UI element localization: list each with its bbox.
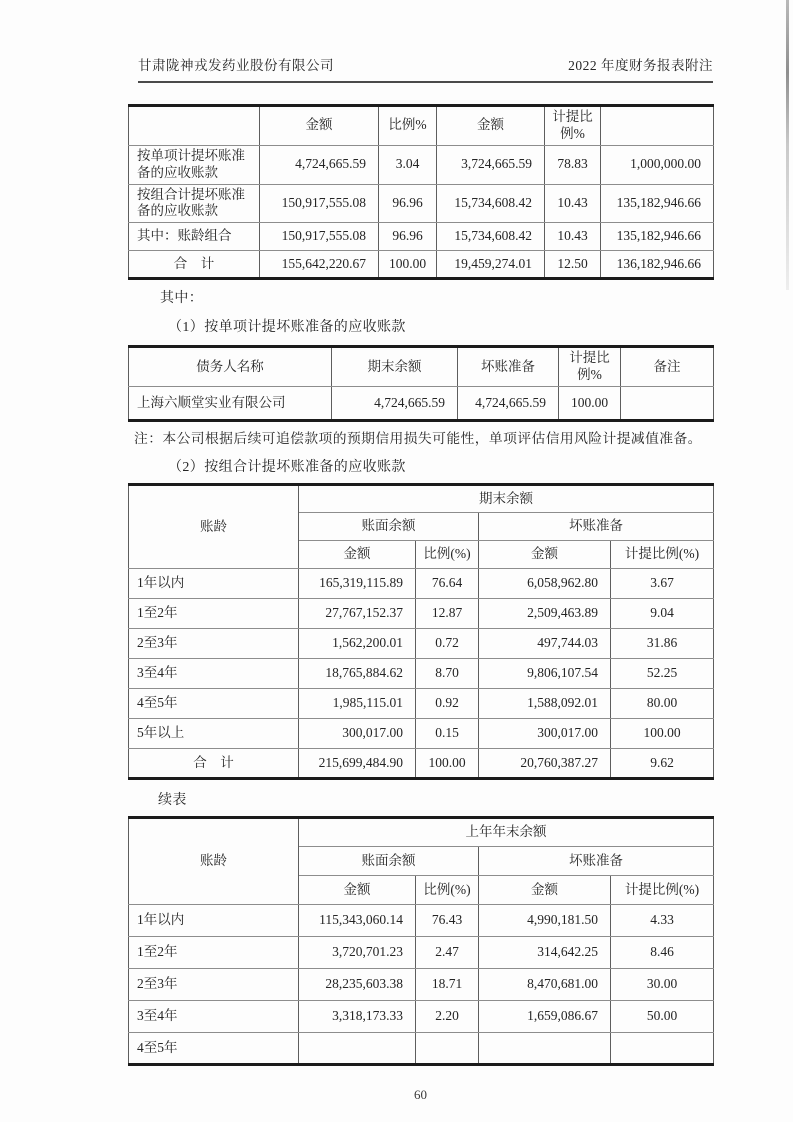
table-cell: 9,806,107.54 — [479, 659, 611, 689]
amount-header: 金额 — [260, 106, 379, 146]
table-cell: 2.20 — [416, 1001, 479, 1033]
ratio-header: 比例(%) — [416, 876, 479, 905]
table-cell: 0.92 — [416, 689, 479, 719]
table-cell: 3至4年 — [129, 659, 299, 689]
total-cell: 155,642,220.67 — [260, 251, 379, 279]
page-number: 60 — [414, 1087, 427, 1102]
table-cell: 2至3年 — [129, 629, 299, 659]
provision-ratio-header: 计提比例% — [545, 106, 601, 146]
aging-ending-balance-table — [128, 483, 714, 780]
continued-table-label: 续表 — [158, 793, 187, 808]
table-header-row — [129, 485, 714, 513]
table-row — [129, 1001, 714, 1033]
table-cell: 4,990,181.50 — [479, 905, 611, 937]
total-row — [129, 251, 714, 279]
total-cell: 19,459,274.01 — [437, 251, 545, 279]
table-cell: 1年以内 — [129, 905, 299, 937]
total-label: 合 计 — [129, 749, 299, 779]
table-cell: 上海六顺堂实业有限公司 — [129, 387, 332, 421]
table-cell: 80.00 — [611, 689, 714, 719]
table-cell: 1,000,000.00 — [601, 145, 714, 184]
table-cell — [479, 1033, 611, 1065]
table-cell: 9.04 — [611, 599, 714, 629]
table-cell: 4.33 — [611, 905, 714, 937]
table-cell: 76.43 — [416, 905, 479, 937]
total-cell: 20,760,387.27 — [479, 749, 611, 779]
table-cell: 100.00 — [559, 387, 621, 421]
table-cell — [299, 1033, 416, 1065]
table-cell: 3至4年 — [129, 1001, 299, 1033]
ratio-header: 比例(%) — [416, 541, 479, 569]
footnote: 注：本公司根据后续可追偿款项的预期信用损失可能性，单项评估信用风险计提减值准备。 — [134, 431, 702, 446]
prior-year-balance-group-header: 上年年末余额 — [299, 818, 714, 847]
table-cell: 1至2年 — [129, 599, 299, 629]
table-row — [129, 599, 714, 629]
table-cell: 150,917,555.08 — [260, 223, 379, 251]
amount-header: 金额 — [437, 106, 545, 146]
table-row — [129, 387, 714, 421]
amount-header: 金额 — [479, 876, 611, 905]
table-cell: 300,017.00 — [299, 719, 416, 749]
table-header-row — [129, 106, 714, 146]
table-cell: 135,182,946.66 — [601, 223, 714, 251]
aging-prior-year-balance-table — [128, 816, 714, 1066]
table-cell: 300,017.00 — [479, 719, 611, 749]
table-cell: 3,724,665.59 — [437, 145, 545, 184]
table-cell: 50.00 — [611, 1001, 714, 1033]
table-cell: 3.04 — [379, 145, 437, 184]
table-cell: 其中：账龄组合 — [129, 223, 260, 251]
table-row — [129, 689, 714, 719]
table-cell: 15,734,608.42 — [437, 184, 545, 223]
table-cell: 28,235,603.38 — [299, 969, 416, 1001]
table-cell: 497,744.03 — [479, 629, 611, 659]
empty-header-cell — [129, 106, 260, 146]
aging-header: 账龄 — [129, 485, 299, 569]
table-cell: 1,985,115.01 — [299, 689, 416, 719]
table-header-row — [129, 818, 714, 847]
table-cell: 15,734,608.42 — [437, 223, 545, 251]
total-cell: 136,182,946.66 — [601, 251, 714, 279]
table-cell: 2至3年 — [129, 969, 299, 1001]
table-cell: 165,319,115.89 — [299, 569, 416, 599]
amount-header: 金额 — [299, 876, 416, 905]
table-row — [129, 184, 714, 223]
table-cell: 4,724,665.59 — [332, 387, 458, 421]
total-cell: 100.00 — [379, 251, 437, 279]
bad-debt-provision-header: 坏账准备 — [479, 847, 714, 876]
table-row — [129, 937, 714, 969]
table-cell: 314,642.25 — [479, 937, 611, 969]
scan-edge-artifact — [786, 0, 789, 290]
table-cell: 30.00 — [611, 969, 714, 1001]
table-cell: 10.43 — [545, 223, 601, 251]
report-title: 2022 年度财务报表附注 — [568, 58, 713, 73]
table-cell: 4,724,665.59 — [260, 145, 379, 184]
table-cell: 2,509,463.89 — [479, 599, 611, 629]
table-cell: 按组合计提坏账准备的应收账款 — [129, 184, 260, 223]
table-cell: 6,058,962.80 — [479, 569, 611, 599]
table-cell: 4,724,665.59 — [458, 387, 559, 421]
table-row — [129, 629, 714, 659]
total-row — [129, 749, 714, 779]
table-cell: 1至2年 — [129, 937, 299, 969]
provision-ratio-header: 计提比例(%) — [611, 876, 714, 905]
table-cell: 76.64 — [416, 569, 479, 599]
total-label: 合 计 — [129, 251, 260, 279]
provision-ratio-header: 计提比例% — [559, 347, 621, 387]
table-cell: 3,318,173.33 — [299, 1001, 416, 1033]
table-cell: 18.71 — [416, 969, 479, 1001]
table-cell: 96.96 — [379, 184, 437, 223]
table-cell: 0.72 — [416, 629, 479, 659]
ratio-header: 比例% — [379, 106, 437, 146]
table-cell: 31.86 — [611, 629, 714, 659]
table-row — [129, 905, 714, 937]
table-cell: 135,182,946.66 — [601, 184, 714, 223]
table-cell: 100.00 — [611, 719, 714, 749]
book-balance-header: 账面余额 — [299, 847, 479, 876]
bad-debt-provision-header: 坏账准备 — [479, 513, 714, 541]
table-cell: 10.43 — [545, 184, 601, 223]
table-row — [129, 223, 714, 251]
debtor-name-header: 债务人名称 — [129, 347, 332, 387]
table-row — [129, 145, 714, 184]
table-row — [129, 719, 714, 749]
table-cell: 8.70 — [416, 659, 479, 689]
table-cell: 12.87 — [416, 599, 479, 629]
table-cell: 5年以上 — [129, 719, 299, 749]
amount-header: 金额 — [299, 541, 416, 569]
table-cell: 3.67 — [611, 569, 714, 599]
table-cell: 27,767,152.37 — [299, 599, 416, 629]
table-cell — [416, 1033, 479, 1065]
total-cell: 9.62 — [611, 749, 714, 779]
table-cell: 96.96 — [379, 223, 437, 251]
table-cell: 8.46 — [611, 937, 714, 969]
table-cell: 115,343,060.14 — [299, 905, 416, 937]
table-header-row — [129, 347, 714, 387]
table-cell — [621, 387, 714, 421]
table-cell: 1,588,092.01 — [479, 689, 611, 719]
bad-debt-provision-header: 坏账准备 — [458, 347, 559, 387]
book-balance-header: 账面余额 — [299, 513, 479, 541]
total-cell: 100.00 — [416, 749, 479, 779]
ending-balance-group-header: 期末余额 — [299, 485, 714, 513]
individual-provision-table — [128, 345, 714, 422]
table-cell: 3,720,701.23 — [299, 937, 416, 969]
table-cell: 1,659,086.67 — [479, 1001, 611, 1033]
empty-header-cell — [601, 106, 714, 146]
table-row — [129, 969, 714, 1001]
table-cell: 1,562,200.01 — [299, 629, 416, 659]
table-row — [129, 569, 714, 599]
table-cell: 0.15 — [416, 719, 479, 749]
table-cell: 4至5年 — [129, 1033, 299, 1065]
table-cell — [611, 1033, 714, 1065]
table-cell: 78.83 — [545, 145, 601, 184]
table-cell: 2.47 — [416, 937, 479, 969]
table-cell: 150,917,555.08 — [260, 184, 379, 223]
table-cell: 8,470,681.00 — [479, 969, 611, 1001]
remarks-header: 备注 — [621, 347, 714, 387]
section-1-title: （1）按单项计提坏账准备的应收账款 — [168, 320, 406, 336]
table-cell: 按单项计提坏账准备的应收账款 — [129, 145, 260, 184]
table-cell: 1年以内 — [129, 569, 299, 599]
ending-balance-header: 期末余额 — [332, 347, 458, 387]
table-row — [129, 1033, 714, 1065]
provision-ratio-header: 计提比例(%) — [611, 541, 714, 569]
amount-header: 金额 — [479, 541, 611, 569]
table-cell: 18,765,884.62 — [299, 659, 416, 689]
table-row — [129, 659, 714, 689]
table-cell: 52.25 — [611, 659, 714, 689]
company-name: 甘肃陇神戎发药业股份有限公司 — [138, 58, 334, 73]
document-header — [138, 54, 713, 83]
total-cell: 12.50 — [545, 251, 601, 279]
aging-header: 账龄 — [129, 818, 299, 905]
section-2-title: （2）按组合计提坏账准备的应收账款 — [168, 460, 406, 475]
among-which-label: 其中： — [160, 291, 204, 307]
provision-summary-table — [128, 104, 714, 280]
total-cell: 215,699,484.90 — [299, 749, 416, 779]
table-cell: 4至5年 — [129, 689, 299, 719]
